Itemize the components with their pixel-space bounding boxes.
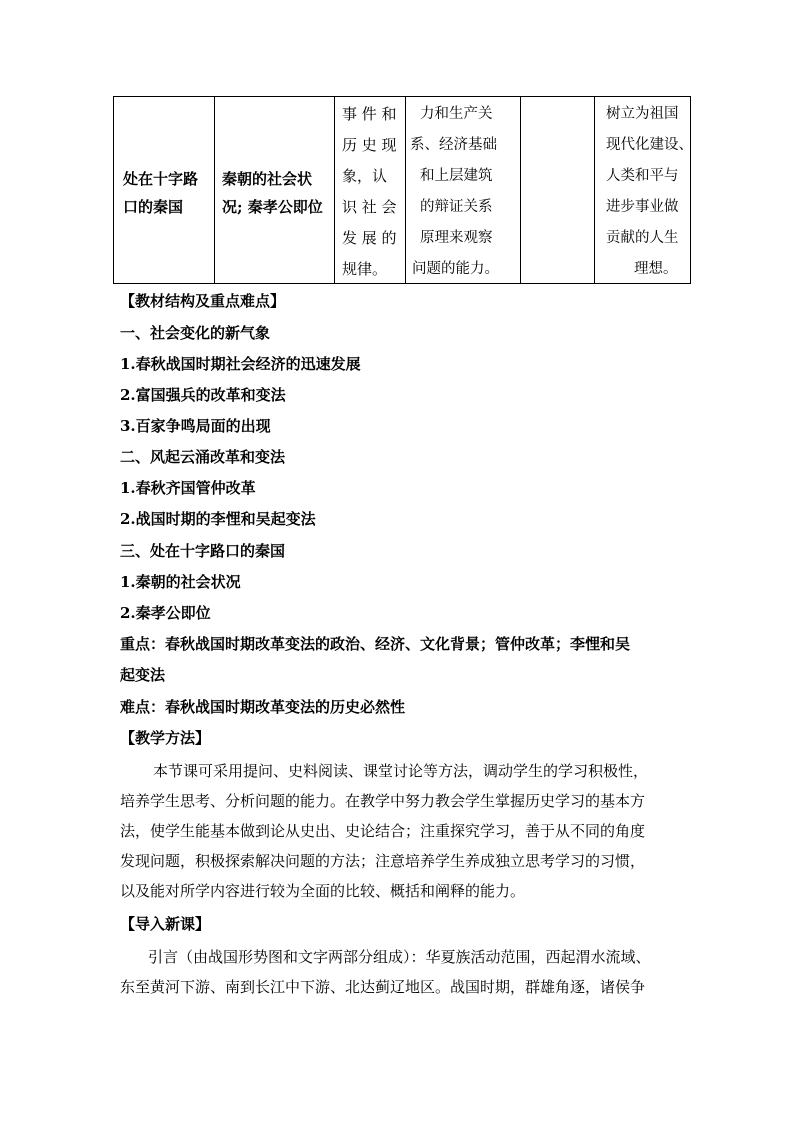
table-cell-topic: [123, 165, 198, 221]
table-cell-line: 人类和平与: [606, 168, 679, 184]
table-cell-line: 进步事业做: [606, 199, 679, 215]
objectives-table: [113, 96, 691, 284]
paragraph-line: 引言（由战国形势图和文字两部分组成）：华夏族活动范围，西起渭水流域、: [148, 948, 651, 966]
outline-item: 1.春秋战国时期社会经济的迅速发展: [120, 355, 361, 373]
table-cell-content: [222, 165, 323, 221]
key-points: 重点：春秋战国时期改革变法的政治、经济、文化背景；管仲改革；李悝和吴: [120, 635, 631, 653]
paragraph-line: 东至黄河下游、南到长江中下游、北达蓟辽地区。战国时期，群雄角逐，诸侯争: [120, 978, 646, 996]
table-cell-line: 识 社 会: [342, 198, 397, 216]
table-cell-values: [601, 99, 693, 285]
table-cell-line: 处在十字路: [123, 170, 199, 188]
table-cell-line: 发 展 的: [342, 229, 397, 247]
table-cell-knowledge: [342, 99, 397, 285]
table-cell-line: 的辩证关系: [420, 199, 493, 215]
table-cell-line: 理想。: [634, 261, 678, 277]
table-cell-line: 树立为祖国: [606, 106, 679, 122]
difficulty-points: 难点：春秋战国时期改革变法的历史必然性: [120, 698, 406, 716]
table-cell-line: 原理来观察: [420, 230, 493, 246]
outline-item: 1.春秋齐国管仲改革: [120, 479, 256, 497]
table-cell-line: 力和生产关: [420, 106, 493, 122]
section-heading-structure: 【教材结构及重点难点】: [120, 292, 286, 310]
table-cell-line: 系、经济基础: [410, 137, 497, 153]
table-divider: [594, 97, 595, 283]
outline-item: 2.秦孝公即位: [120, 604, 211, 622]
table-cell-line: 象，认: [342, 167, 388, 185]
methods-paragraph: [120, 756, 680, 906]
table-divider: [334, 97, 335, 283]
paragraph-line: 本节课可采用提问、史料阅读、课堂讨论等方法，调动学生的学习积极性，: [153, 762, 649, 780]
table-cell-ability: [410, 99, 499, 285]
table-cell-line: 贡献的人生: [606, 230, 679, 246]
table-cell-line: 问题的能力。: [412, 261, 499, 277]
outline-item: 一、社会变化的新气象: [120, 324, 271, 342]
table-cell-line: 规律。: [342, 260, 388, 278]
paragraph-line: 以及能对所学内容进行较为全面的比较、概括和阐释的能力。: [120, 882, 526, 900]
paragraph-line: 培养学生思考、分析问题的能力。在教学中努力教会学生掌握历史学习的基本方: [120, 792, 646, 810]
paragraph-line: 发现问题，积极探索解决问题的方法；注意培养学生养成独立思考学习的习惯，: [120, 852, 646, 870]
table-divider: [405, 97, 406, 283]
table-cell-line: 和上层建筑: [420, 168, 493, 184]
table-cell-line: 事 件 和: [342, 105, 397, 123]
outline-item: 2.战国时期的李悝和吴起变法: [120, 510, 316, 528]
table-border-left: [113, 97, 114, 283]
outline-item: 2.富国强兵的改革和变法: [120, 386, 286, 404]
section-heading-methods: 【教学方法】: [120, 729, 211, 747]
table-cell-line: 口的秦国: [123, 198, 184, 216]
intro-paragraph: [120, 942, 680, 1002]
table-divider: [214, 97, 215, 283]
key-points-continued: 起变法: [120, 666, 166, 684]
outline-item: 1.秦朝的社会状况: [120, 573, 241, 591]
table-cell-line: 现代化建设、: [606, 137, 693, 153]
table-cell-line: 况; 秦孝公即位: [222, 198, 323, 216]
outline-item: 二、风起云涌改革和变法: [120, 448, 286, 466]
table-cell-line: 秦朝的社会状: [222, 170, 313, 188]
outline-item: 3.百家争鸣局面的出现: [120, 417, 271, 435]
section-heading-intro: 【导入新课】: [120, 915, 211, 933]
table-cell-line: 历 史 现: [342, 136, 397, 154]
table-divider: [520, 97, 521, 283]
paragraph-line: 法，使学生能基本做到论从史出、史论结合；注重探究学习，善于从不同的角度: [120, 822, 646, 840]
outline-item: 三、处在十字路口的秦国: [120, 542, 286, 560]
